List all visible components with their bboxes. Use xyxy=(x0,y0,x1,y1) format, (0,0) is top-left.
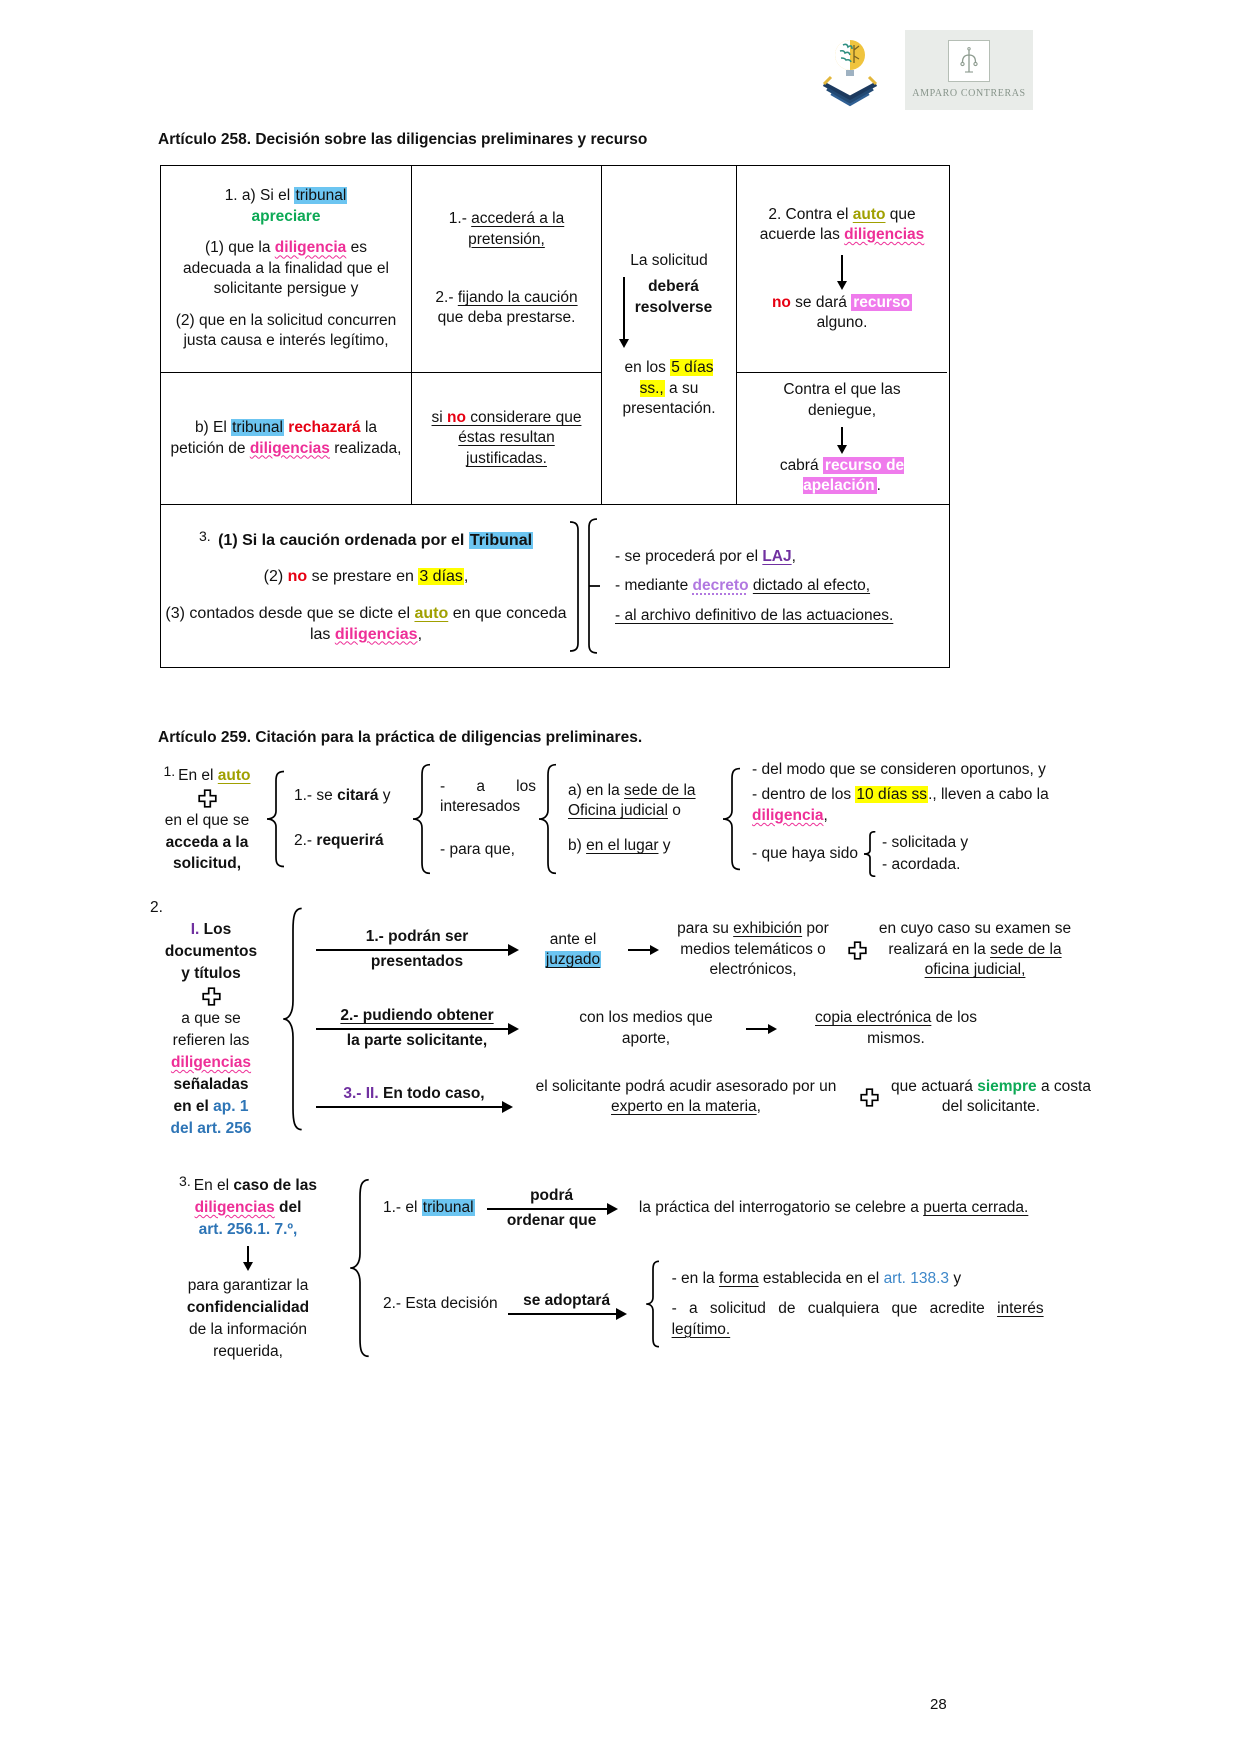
paragraph: cabrá recurso de apelación . xyxy=(779,457,905,495)
paragraph: el solicitante podrá acudir asesorado por un experto en la materia, xyxy=(535,1077,837,1116)
art258-title: Artículo 258. Decisión sobre las diligencias preliminares y recurso xyxy=(158,131,648,148)
arrow-right-icon xyxy=(628,949,650,951)
plus-icon xyxy=(202,987,221,1006)
art259-section1 xyxy=(150,760,1210,877)
cell-tribunal-apreciare xyxy=(161,166,411,372)
sec3-left-block xyxy=(155,1172,341,1363)
paragraph: - a los interesados xyxy=(440,778,536,816)
paragraph: (1) que la diligencia es adecuada a la finalidad que el solicitante persigue y xyxy=(183,239,389,298)
arrow-label: presentados xyxy=(370,953,464,971)
paragraph: la práctica del interrogatorio se celebre a puerta cerrada. xyxy=(638,1199,1029,1217)
sec3-branches xyxy=(383,1187,1044,1349)
paragraph: Contra el que las deniegue, xyxy=(783,381,901,419)
paragraph: b) en el lugar y xyxy=(568,836,671,854)
art259-section2 xyxy=(150,897,1225,1140)
brace xyxy=(536,763,560,875)
plus-icon xyxy=(848,941,867,960)
arrow-label-box xyxy=(508,1292,626,1317)
arrow-right-icon xyxy=(746,1028,768,1030)
arrow-label-box xyxy=(316,928,518,972)
paragraph: señaladas xyxy=(173,1076,249,1093)
list-item: - que haya sido - solicitada y - acordada. xyxy=(752,831,1114,877)
paragraph: (3) contados desde que se dicte el auto en que conceda las diligencias, xyxy=(165,604,567,643)
paragraph: deberá resolverse xyxy=(634,278,713,316)
bracket-close xyxy=(567,520,581,653)
sec1-group-sede xyxy=(568,781,720,856)
list-item: - del modo que se consideren oportunos, y xyxy=(752,761,1046,778)
sec2-row-presentados xyxy=(316,919,1094,980)
sec3-decision-list xyxy=(672,1269,1044,1340)
sec1-group-citar xyxy=(294,786,410,851)
sec2-row-obtener xyxy=(316,1007,1094,1051)
brace xyxy=(720,767,744,871)
cell-la-solicitud xyxy=(601,166,736,504)
arrow-down-icon xyxy=(623,277,625,339)
arrow-label: ordenar que xyxy=(506,1211,597,1229)
arrow-label: 3.- II. En todo caso, xyxy=(343,1084,485,1102)
paragraph: y títulos xyxy=(181,965,241,982)
paragraph: 3. En el caso de las xyxy=(179,1173,317,1194)
row3-right-list xyxy=(615,545,893,627)
sec1-left-block xyxy=(150,762,264,875)
page-number: 28 xyxy=(930,1696,947,1713)
sec1-group-interesados xyxy=(440,777,536,860)
paragraph: documentos xyxy=(164,943,258,960)
art259-section3 xyxy=(155,1172,1215,1363)
paragraph: para garantizar la xyxy=(187,1277,309,1294)
sec2-branches xyxy=(316,919,1094,1117)
cell-tribunal-rechazara xyxy=(161,372,411,504)
paragraph: confidencialidad xyxy=(186,1299,310,1316)
paragraph: en el ap. 1 xyxy=(173,1098,249,1115)
art258-row3 xyxy=(161,504,949,667)
art259-title: Artículo 259. Citación para la práctica de diligencias preliminares. xyxy=(158,729,643,746)
paragraph: si no considerare que éstas resultan justificadas. xyxy=(431,408,582,467)
paragraph: en el que se xyxy=(164,811,250,829)
arrow-down-icon xyxy=(247,1246,249,1262)
arrow-label-box xyxy=(487,1187,617,1231)
paragraph: b) El tribunal rechazará la petición de diligencias realizada, xyxy=(170,419,402,457)
paragraph: 1.- se citará y xyxy=(294,787,391,805)
arrow-right-icon xyxy=(316,949,508,951)
paragraph: (2) no se prestare en 3 días, xyxy=(263,568,469,586)
list-item: - mediante decreto dictado al efecto, xyxy=(615,577,871,595)
brace xyxy=(410,763,434,875)
plus-icon xyxy=(198,789,217,808)
sec1-right-list xyxy=(752,760,1114,877)
paragraph: 3. (1) Si la caución ordenada por el Tribunal xyxy=(198,528,533,550)
bracket-open xyxy=(584,517,601,655)
column-emblem-icon xyxy=(956,47,982,75)
paragraph: para su exhibición por medios telemáticos o electrónicos, xyxy=(677,920,829,979)
arrow-right-icon xyxy=(316,1106,502,1108)
paragraph: 1. a) Si el tribunal apreciare xyxy=(224,187,347,225)
paragraph: diligencias xyxy=(170,1054,252,1071)
paragraph: La solicitud xyxy=(630,251,708,269)
paragraph: diligencias del xyxy=(194,1199,302,1216)
cell-accedera xyxy=(411,166,601,372)
arrow-label: 1.- podrán ser xyxy=(365,928,469,946)
brand-name: AMPARO CONTRERAS xyxy=(912,87,1026,99)
list-item: - en la forma establecida en el art. 138.3 y xyxy=(671,1269,962,1287)
brace xyxy=(264,770,288,868)
plus-icon xyxy=(860,1088,879,1107)
paragraph: a que se xyxy=(181,1010,241,1027)
brand-logo-box xyxy=(905,30,1033,110)
arrow-right-icon xyxy=(508,1313,616,1315)
paragraph: 2.- requerirá xyxy=(294,831,384,849)
paragraph: que actuará siempre a costa del solicitante. xyxy=(891,1077,1091,1116)
art258-table xyxy=(160,165,950,668)
cell-no-considerare xyxy=(411,372,601,504)
paragraph: con los medios que aporte, xyxy=(579,1009,713,1047)
paragraph: art. 256.1. 7.º, xyxy=(198,1221,298,1238)
row3-left-block xyxy=(165,527,567,644)
brace xyxy=(862,831,878,877)
sec2-row-entodocaso xyxy=(316,1077,1094,1118)
paragraph: 2. Contra el auto que acuerde las diligencias xyxy=(759,205,925,244)
paragraph: requerida, xyxy=(213,1343,283,1360)
list-item: - al archivo definitivo de las actuaciones. xyxy=(615,606,894,624)
cell-contra-auto xyxy=(736,166,947,372)
cell-contra-deniegue xyxy=(736,372,947,504)
arrow-label: 2.- pudiendo obtener xyxy=(340,1006,494,1024)
paragraph: 1. En el auto xyxy=(163,763,251,785)
paragraph: en cuyo caso su examen se realizará en la sede de la oficina judicial, xyxy=(878,920,1072,979)
paragraph: 2.- fijando la caución que deba prestarse. xyxy=(435,289,578,327)
arrow-label: podrá xyxy=(530,1186,574,1204)
paragraph: en los 5 días ss., a su presentación. xyxy=(622,359,716,417)
paragraph: ante el juzgado xyxy=(545,930,601,969)
paragraph: a) en la sede de la Oficina judicial o xyxy=(568,782,696,820)
paragraph: refieren las xyxy=(172,1032,250,1049)
paragraph: (2) que en la solicitud concurren justa causa e interés legítimo, xyxy=(175,311,397,350)
sec2-left-block xyxy=(150,897,272,1140)
paragraph: del art. 256 xyxy=(170,1120,252,1137)
brace xyxy=(280,905,306,1133)
brace xyxy=(347,1177,373,1359)
brain-book-logo xyxy=(818,32,882,112)
arrow-label-box xyxy=(316,1007,518,1051)
paragraph: copia electrónica de los mismos. xyxy=(815,1009,977,1047)
paragraph: 1.- el tribunal xyxy=(383,1199,474,1217)
paragraph: acceda a la xyxy=(165,833,249,851)
arrow-label: se adoptará xyxy=(523,1291,611,1309)
arrow-down-icon xyxy=(841,427,843,445)
paragraph: I. Los xyxy=(190,921,232,938)
paragraph: 2. xyxy=(150,899,163,916)
paragraph: - para que, xyxy=(440,840,515,858)
paragraph: de la información xyxy=(188,1321,308,1338)
arrow-right-icon xyxy=(487,1208,607,1210)
list-item: - dentro de los 10 días ss., lleven a cabo la diligencia, xyxy=(752,786,1049,824)
paragraph: 1.- accederá a la pretensión, xyxy=(448,210,565,248)
arrow-down-icon xyxy=(841,255,843,281)
arrow-right-icon xyxy=(316,1028,508,1030)
paragraph: solicitud, xyxy=(172,855,242,873)
brace xyxy=(644,1260,662,1348)
arrow-label: la parte solicitante, xyxy=(346,1031,488,1049)
sec3-row-tribunal xyxy=(383,1187,1044,1231)
list-item: - a solicitud de cualquiera que acredite interés legítimo. xyxy=(671,1300,1044,1338)
list-item: - se procederá por el LAJ, xyxy=(615,548,796,566)
arrow-label-box xyxy=(316,1085,512,1110)
sec3-row-decision xyxy=(383,1260,1044,1348)
brand-emblem-frame xyxy=(948,40,990,82)
paragraph: no se dará recurso alguno. xyxy=(771,293,911,331)
paragraph: 2.- Esta decisión xyxy=(383,1295,498,1313)
